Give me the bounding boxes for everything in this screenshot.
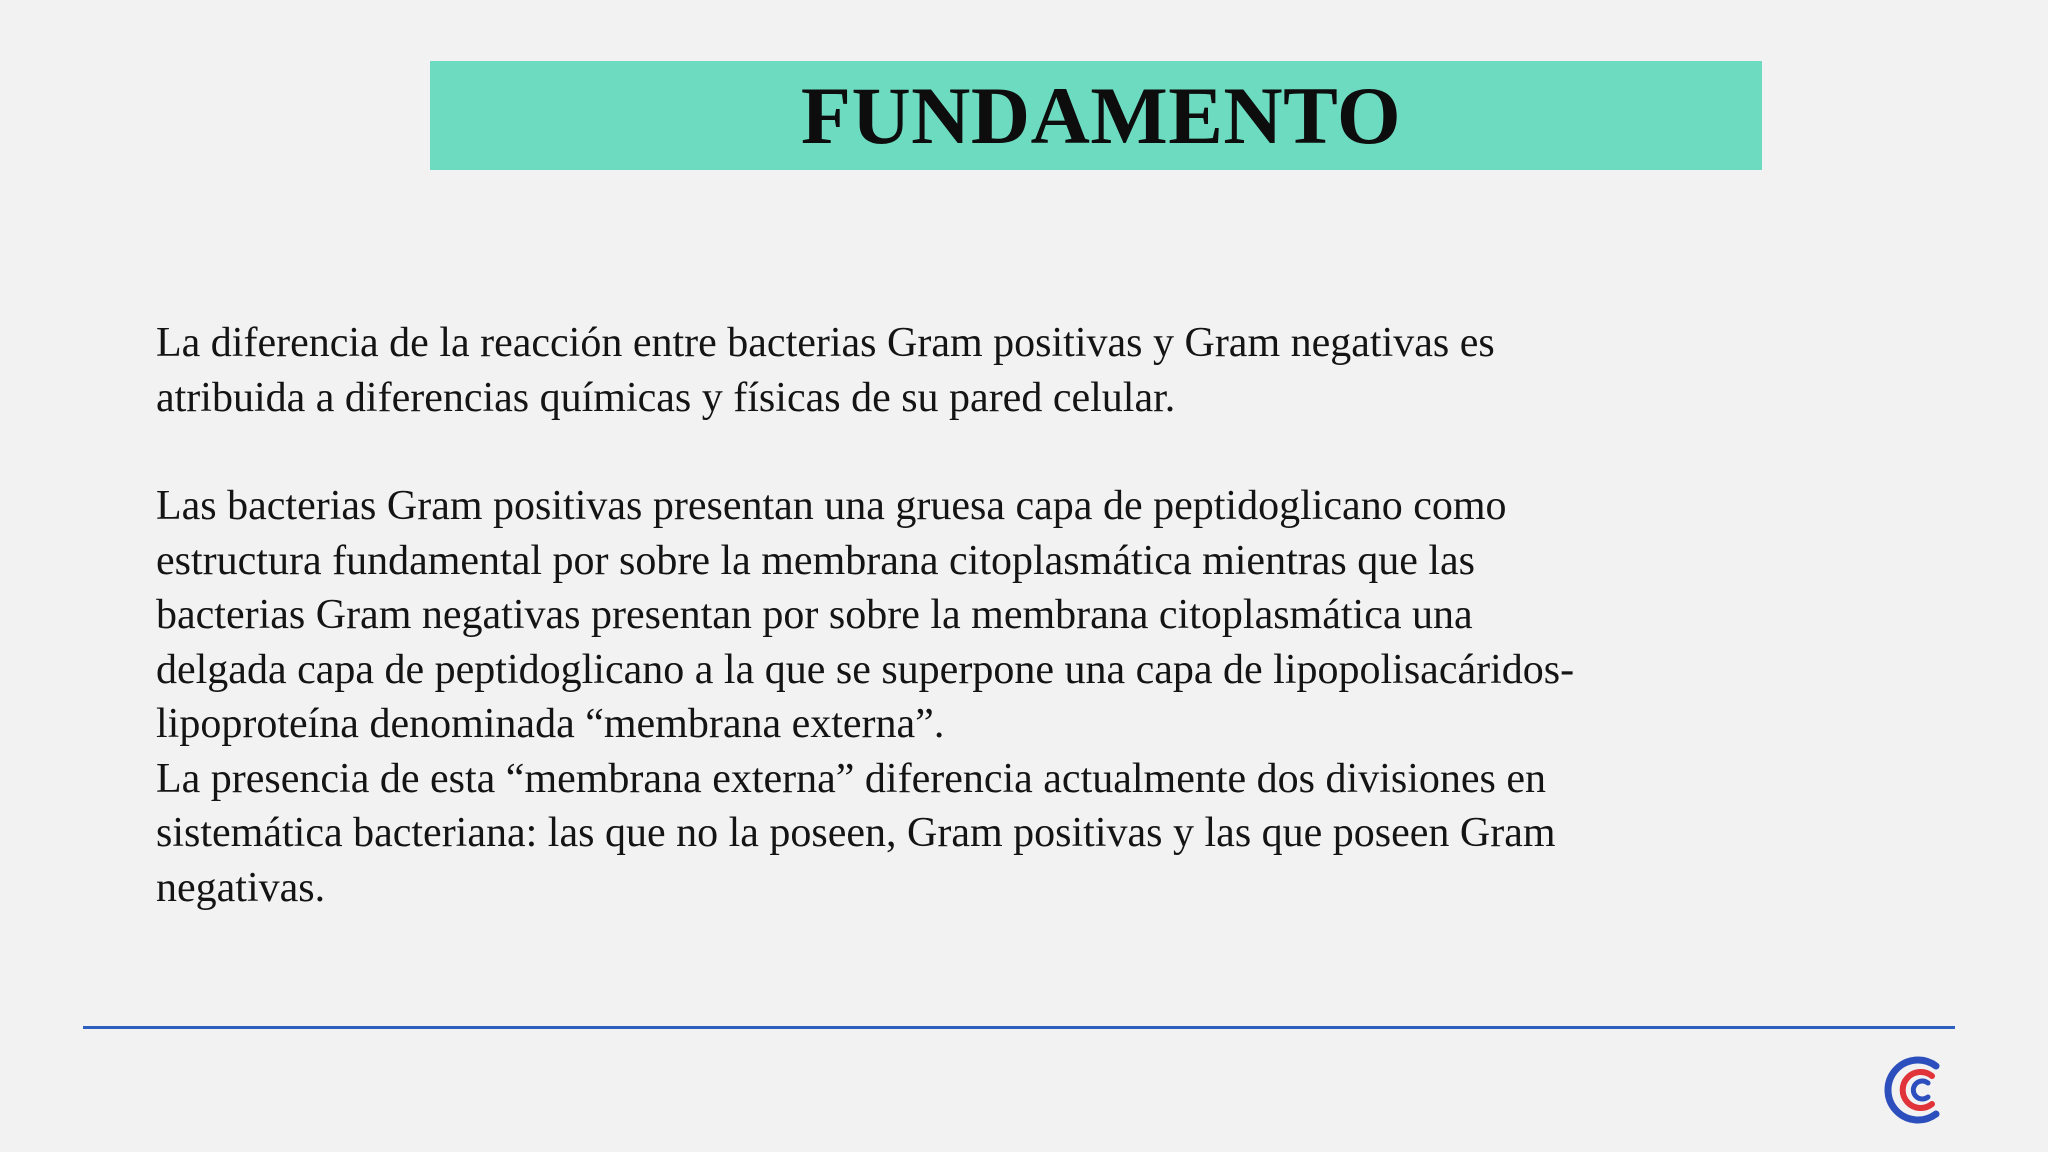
slide-title: FUNDAMENTO xyxy=(800,69,1402,161)
title-banner xyxy=(430,61,1762,170)
slide-body xyxy=(156,316,1936,915)
paragraph-cell-wall-structure: Las bacterias Gram positivas presentan una gruesa capa de peptidoglicano como estructura fundamental por sobre la membrana citoplasmática mientras que las bacterias Gram negativas presentan por sobre la membrana citoplasmática una delgada capa de peptidoglicano a la que se superpone una capa de lipopolisacáridos- lipoproteína denominada “membrana externa”. La presencia de esta “membrana externa” diferencia actualmente dos divisiones en sistemática bacteriana: las que no la poseen, Gram positivas y las que poseen Gram negativas. xyxy=(156,483,1575,911)
logo-middle-arc xyxy=(1903,1072,1932,1108)
logo-inner-arc xyxy=(1913,1081,1928,1099)
footer-divider xyxy=(83,1026,1955,1029)
paragraph-gram-difference: La diferencia de la reacción entre bacterias Gram positivas y Gram negativas es atribuida a diferencias químicas y físicas de su pared celular. xyxy=(156,320,1495,421)
paragraph-spacer xyxy=(156,425,1936,479)
cc-logo-icon xyxy=(1878,1052,1950,1128)
